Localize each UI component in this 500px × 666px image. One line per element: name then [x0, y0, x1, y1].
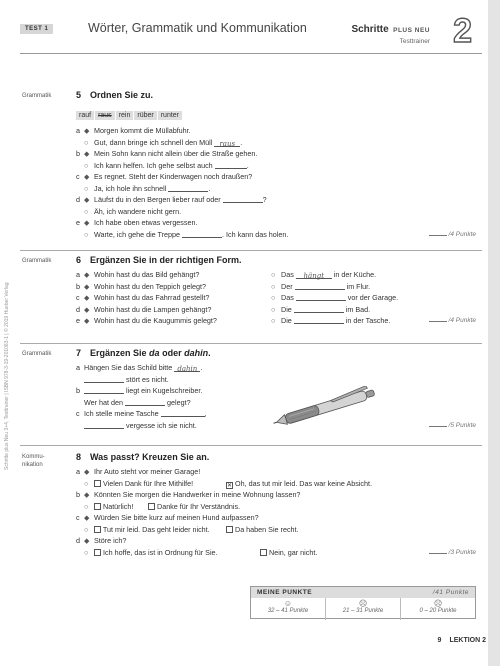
line: e ◆ Ich habe oben etwas vergessen.: [76, 218, 198, 227]
line: ○ Tut mir leid. Das geht leider nicht. Da haben Sie recht.: [84, 524, 299, 534]
volume-number: 2: [453, 12, 472, 50]
lesson-label: LEKTION 2: [449, 637, 486, 644]
diamond-icon: ◆: [84, 172, 90, 181]
checkbox[interactable]: [226, 526, 233, 533]
section-divider: [20, 343, 482, 344]
task-title: 5 Ordnen Sie zu.: [76, 90, 154, 100]
checkbox-checked[interactable]: ✕: [227, 482, 233, 489]
circle-icon: ○: [271, 281, 276, 291]
task-title: 7 Ergänzen Sie da oder dahin.: [76, 348, 211, 358]
answer-blank[interactable]: [161, 409, 205, 417]
checkbox[interactable]: [148, 503, 155, 510]
table-row: d ◆ Wohin hast du die Lampen gehängt? ○ Die im Bad.: [76, 304, 371, 314]
line: ○ Äh, ich wandere nicht gern.: [84, 206, 182, 216]
table-row: c ◆ Wohin hast du das Fahrrad gestellt? ○ Das vor der Garage.: [76, 293, 399, 302]
line: c ◆ Es regnet. Steht der Kinderwagen noch draußen?: [76, 172, 253, 181]
score-total: /41 Punkte: [432, 589, 469, 596]
line: stört es nicht.: [76, 374, 476, 386]
word-bank-item: runter: [158, 111, 182, 120]
answer-blank[interactable]: [295, 282, 345, 290]
circle-icon: ○: [84, 229, 89, 239]
line: ○ Gut, dann bringe ich schnell den Müll raus .: [84, 137, 243, 148]
line: b liegt ein Kugelschreiber.: [76, 386, 203, 395]
diamond-icon: ◆: [84, 513, 90, 522]
diamond-icon: ◆: [84, 149, 90, 158]
answer-blank[interactable]: [84, 375, 124, 383]
score-box: [250, 586, 476, 619]
circle-icon: ○: [84, 160, 89, 170]
brand-subtitle: Testtrainer: [399, 38, 430, 45]
checkbox[interactable]: [94, 480, 101, 487]
line: a Hängen Sie das Schild bitte dahin .: [76, 363, 203, 373]
circle-icon: ○: [271, 270, 276, 279]
answer-blank[interactable]: [125, 398, 165, 406]
answer-blank[interactable]: [215, 161, 247, 169]
line: b ◆ Könnten Sie morgen die Handwerker in meine Wohnung lassen?: [76, 490, 301, 499]
score-header: MEINE PUNKTE /41 Punkte: [251, 587, 475, 598]
line: vergesse ich sie nicht. /5 Punkte: [76, 420, 476, 432]
line: b ◆ Mein Sohn kann nicht allein über die Straße gehen.: [76, 149, 258, 158]
circle-icon: ○: [271, 293, 276, 302]
points-label: /3 Punkte: [429, 547, 476, 559]
word-bank-item: rauf: [76, 111, 94, 120]
circle-icon: ○: [84, 206, 89, 216]
diamond-icon: ◆: [84, 490, 90, 499]
answer-blank[interactable]: [223, 195, 263, 203]
circle-icon: ○: [271, 304, 276, 314]
answer-blank[interactable]: dahin: [174, 364, 200, 372]
diamond-icon: ◆: [84, 218, 90, 227]
checkbox[interactable]: [94, 549, 101, 556]
circle-icon: ○: [271, 316, 276, 325]
section-divider: [20, 250, 482, 251]
task-title: 6 Ergänzen Sie in der richtigen Form.: [76, 255, 242, 265]
side-label-kommunikation: Kommu- nikation: [22, 454, 45, 468]
line: d ◆ Störe ich?: [76, 536, 127, 545]
line: c ◆ Würden Sie bitte kurz auf meinen Hund aufpassen?: [76, 513, 259, 522]
points-label: /4 Punkte: [429, 315, 476, 327]
table-row: b ◆ Wohin hast du den Teppich gelegt? ○ Der im Flur.: [76, 281, 371, 291]
circle-icon: ○: [84, 524, 89, 534]
table-row: a ◆ Wohin hast du das Bild gehängt? ○ Das hängt in der Küche.: [76, 270, 377, 280]
score-ranges: [251, 598, 475, 620]
line: d ◆ Läufst du in den Bergen lieber rauf oder ?: [76, 195, 267, 204]
smiley-sad-icon: ☹: [433, 599, 443, 608]
line: Wer hat den gelegt?: [84, 397, 191, 407]
line: ○ Vielen Dank für Ihre Mithilfe! ✕ Oh, das tut mir leid. Das war keine Absicht.: [84, 478, 373, 489]
points-label: /4 Punkte: [429, 229, 476, 241]
diamond-icon: ◆: [84, 536, 90, 545]
points-label: /5 Punkte: [429, 420, 476, 432]
copyright-text: Schritte plus Neu 3+4, Testtrainer | ISBN 978-3-19-201083-1 | © 2019 Hueber Verlag: [4, 282, 10, 470]
side-label-grammatik: Grammatik: [22, 351, 52, 357]
ballpoint-pen-image: [270, 386, 390, 426]
page-number: 9: [437, 637, 442, 644]
header-divider: [20, 53, 482, 54]
answer-blank[interactable]: raus: [214, 139, 240, 147]
page-footer: [438, 637, 486, 644]
word-bank: [76, 104, 476, 122]
word-bank-item: rein: [116, 111, 134, 120]
diamond-icon: ◆: [84, 304, 90, 314]
line: c Ich stelle meine Tasche ,: [76, 409, 207, 418]
checkbox[interactable]: [94, 503, 101, 510]
brand-plus: PLUS NEU: [393, 27, 430, 34]
circle-icon: ○: [84, 183, 89, 193]
line: ○ Warte, ich gehe die Treppe . Ich kann das holen. /4 Punkte: [84, 229, 476, 239]
answer-blank[interactable]: [168, 184, 208, 192]
circle-icon: ○: [84, 501, 89, 511]
page-header: [20, 12, 482, 52]
side-label-grammatik: Grammatik: [22, 93, 52, 99]
task-title: 8 Was passt? Kreuzen Sie an.: [76, 452, 210, 462]
task-6: [76, 255, 476, 327]
line: ○ Natürlich! Danke für Ihr Verständnis.: [84, 501, 241, 511]
answer-blank[interactable]: [84, 386, 124, 394]
brand-name: Schritte: [351, 24, 389, 35]
smiley-neutral-icon: ☹: [358, 599, 368, 608]
line: ○ Ja, ich hole ihn schnell .: [84, 183, 211, 193]
diamond-icon: ◆: [84, 316, 90, 325]
word-bank-item: raus: [95, 111, 115, 120]
answer-blank[interactable]: [294, 316, 344, 324]
table-row: e ◆ Wohin hast du die Kaugummis gelegt? ○ Die in der Tasche. /4 Punkte: [76, 316, 476, 325]
page-title: Wörter, Grammatik und Kommunikation: [88, 21, 307, 35]
diamond-icon: ◆: [84, 195, 90, 204]
line: a ◆ Ihr Auto steht vor meiner Garage!: [76, 467, 201, 476]
line: a ◆ Morgen kommt die Müllabfuhr.: [76, 126, 191, 135]
checkbox[interactable]: [94, 526, 101, 533]
task-8: [76, 452, 476, 558]
page-edge: [488, 0, 500, 666]
diamond-icon: ◆: [84, 281, 90, 291]
smiley-happy-icon: ☺: [283, 599, 293, 608]
answer-blank[interactable]: [182, 230, 222, 238]
diamond-icon: ◆: [84, 126, 90, 135]
score-range: ☹ 21 – 31 Punkte: [326, 598, 401, 620]
circle-icon: ○: [84, 547, 89, 557]
task-5: [76, 90, 476, 240]
score-range: ☹ 0 – 20 Punkte: [401, 598, 475, 620]
line: ○ Ich hoffe, das ist in Ordnung für Sie. Nein, gar nicht. /3 Punkte: [84, 547, 476, 557]
section-divider: [20, 445, 482, 446]
diamond-icon: ◆: [84, 467, 90, 476]
diamond-icon: ◆: [84, 270, 90, 279]
circle-icon: ○: [84, 478, 89, 488]
answer-blank[interactable]: [294, 305, 344, 313]
answer-blank[interactable]: hängt: [296, 271, 332, 279]
score-range: ☺ 32 – 41 Punkte: [251, 598, 326, 620]
circle-icon: ○: [84, 137, 89, 147]
answer-blank[interactable]: [296, 293, 346, 301]
word-bank-item: rüber: [134, 111, 156, 120]
answer-blank[interactable]: [84, 421, 124, 429]
checkbox[interactable]: [260, 549, 267, 556]
line: ○ Ich kann helfen. Ich gehe selbst auch .: [84, 160, 249, 170]
test-tag: TEST 1: [20, 24, 53, 34]
brand-logo: [351, 19, 430, 45]
side-label-grammatik: Grammatik: [22, 258, 52, 264]
diamond-icon: ◆: [84, 293, 90, 302]
